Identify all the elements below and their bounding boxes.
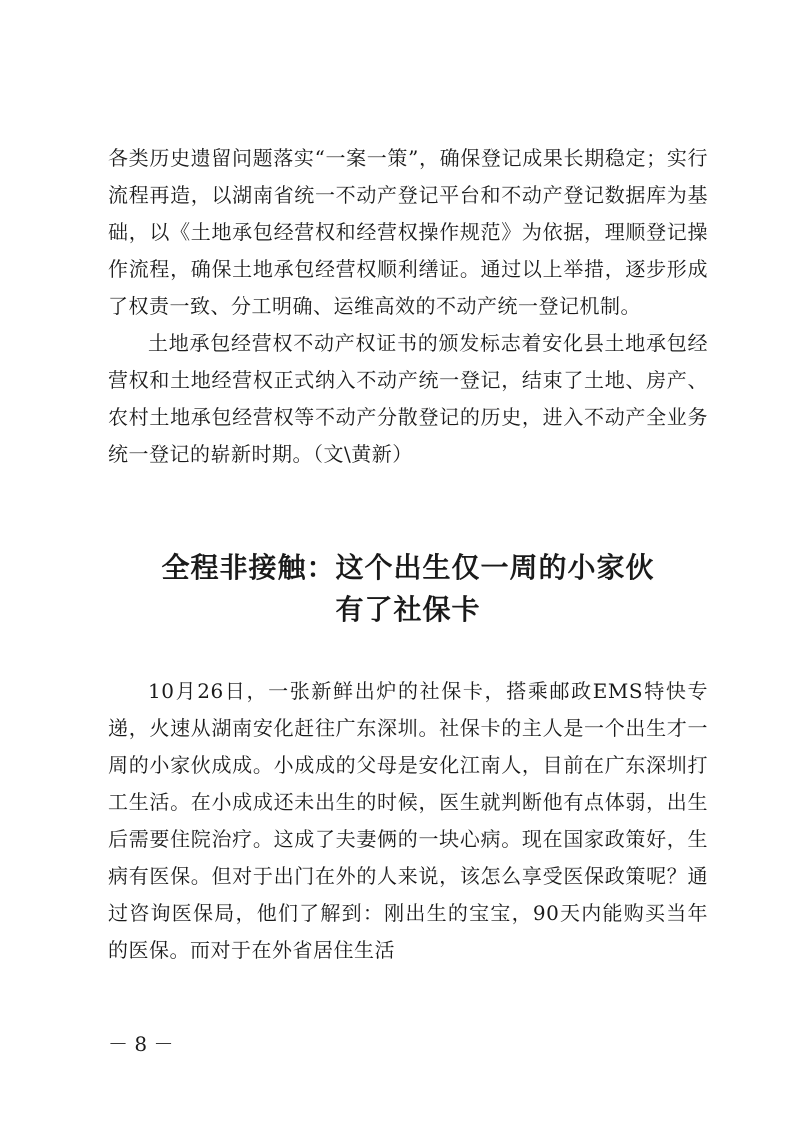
document-page (108, 140, 708, 969)
intro-paragraph-1: 各类历史遗留问题落实“一案一策”，确保登记成果长期稳定；实行流程再造，以湖南省统一不动产登记平台和不动产登记数据库为基础，以《土地承包经营权和经营权操作规范》为依据，理顺登记操作流程，确保土地承包经营权顺利缮证。通过以上举措，逐步形成了权责一致、分工明确、运维高效的不动产统一登记机制。 (108, 146, 708, 318)
article-paragraph-1: 10月26日，一张新鲜出炉的社保卡，搭乘邮政EMS特快专递，火速从湖南安化赶往广东深圳。社保卡的主人是一个出生才一周的小家伙成成。小成成的父母是安化江南人，目前在广东深圳打工生活。在小成成还未出生的时候，医生就判断他有点体弱，出生后需要住院治疗。这成了夫妻俩的一块心病。现在国家政策好，生病有医保。但对于出门在外的人来说，该怎么享受医保政策呢？通过咨询医保局，他们了解到：刚出生的宝宝，90天内能购买当年的医保。而对于在外省居住生活 (108, 679, 708, 962)
article-title-line-1: 全程非接触：这个出生仅一周的小家伙 (161, 551, 655, 584)
article-title (108, 547, 708, 631)
article-body (108, 673, 708, 969)
page-number: － 8 － (108, 1032, 174, 1056)
article-title-line-2: 有了社保卡 (335, 593, 481, 626)
intro-paragraph-2: 土地承包经营权不动产权证书的颁发标志着安化县土地承包经营权和土地经营权正式纳入不动产统一登记，结束了土地、房产、农村土地承包经营权等不动产分散登记的历史，进入不动产全业务统一登记的崭新时期。（文\黄新） (108, 331, 708, 466)
